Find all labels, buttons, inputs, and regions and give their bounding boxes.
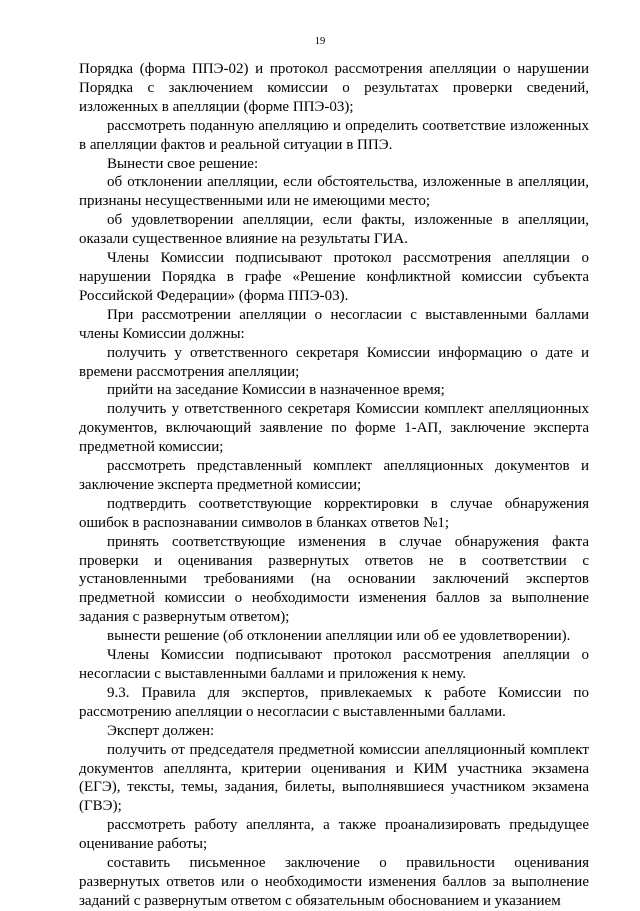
paragraph: Члены Комиссии подписывают протокол рассмотрения апелляции о нарушении Порядка в графе «Решение конфликтной комиссии субъекта Российской Федерации» (форма ППЭ-03). — [79, 250, 589, 304]
paragraph: вынести решение (об отклонении апелляции или об ее удовлетворении). — [107, 628, 571, 645]
paragraph: подтвердить соответствующие корректировки в случае обнаружения ошибок в распознавании символов в бланках ответов №1; — [79, 495, 589, 531]
paragraph: При рассмотрении апелляции о несогласии с выставленными баллами члены Комиссии должны: — [79, 306, 589, 342]
paragraph: получить от председателя предметной комиссии апелляционный комплект документов апеллянта, критерии оценивания и КИМ участника экзамена (ЕГЭ), тексты, темы, задания, билеты, выполнявшиеся участником экзамена (ГВЭ); — [79, 741, 589, 815]
paragraph: Вынести свое решение: — [107, 155, 259, 172]
section-heading: 9.3. Правила для экспертов, привлекаемых к работе Комиссии по рассмотрению апелляции о несогласии с выставленными баллами. — [79, 684, 589, 720]
paragraph: рассмотреть представленный комплект апелляционных документов и заключение эксперта предметной комиссии; — [79, 458, 589, 493]
paragraph: Члены Комиссии подписывают протокол рассмотрения апелляции о несогласии с выставленными баллами и приложения к нему. — [79, 647, 589, 682]
paragraph: Порядка (форма ППЭ-02) и протокол рассмотрения апелляции о нарушении Порядка с заключением комиссии о результатах проверки сведений, изложенных в апелляции (форме ППЭ-03); — [79, 61, 589, 115]
paragraph: получить у ответственного секретаря Комиссии информацию о дате и времени рассмотрения апелляции; — [79, 344, 589, 380]
paragraph: об удовлетворении апелляции, если факты, изложенные в апелляции, оказали существенное влияние на результаты ГИА. — [79, 212, 589, 248]
body-text — [79, 60, 589, 911]
paragraph: составить письменное заключение о правильности оценивания развернутых ответов или о необходимости изменения баллов за выполнение заданий с развернутым ответом с обязательным обоснованием и указанием — [79, 855, 589, 909]
paragraph: принять соответствующие изменения в случае обнаружения факта проверки и оценивания развернутых ответов не в соответствии с установленными требованиями (на основании заключений экспертов предметной комиссии о необходимости изменения баллов за выполнение задания с развернутым ответом); — [79, 533, 589, 626]
paragraph: рассмотреть работу апеллянта, а также проанализировать предыдущее оценивание работы; — [79, 817, 589, 853]
paragraph: рассмотреть поданную апелляцию и определить соответствие изложенных в апелляции фактов и реальной ситуации в ППЭ. — [79, 117, 589, 153]
paragraph: получить у ответственного секретаря Комиссии комплект апелляционных документов, включающий заявление по форме 1-АП, заключение эксперта предметной комиссии; — [79, 401, 589, 456]
paragraph: прийти на заседание Комиссии в назначенное время; — [107, 382, 445, 399]
paragraph: об отклонении апелляции, если обстоятельства, изложенные в апелляции, признаны несущественными или не имеющими место; — [79, 174, 589, 210]
paragraph: Эксперт должен: — [107, 722, 215, 739]
page-number: 19 — [314, 36, 326, 47]
